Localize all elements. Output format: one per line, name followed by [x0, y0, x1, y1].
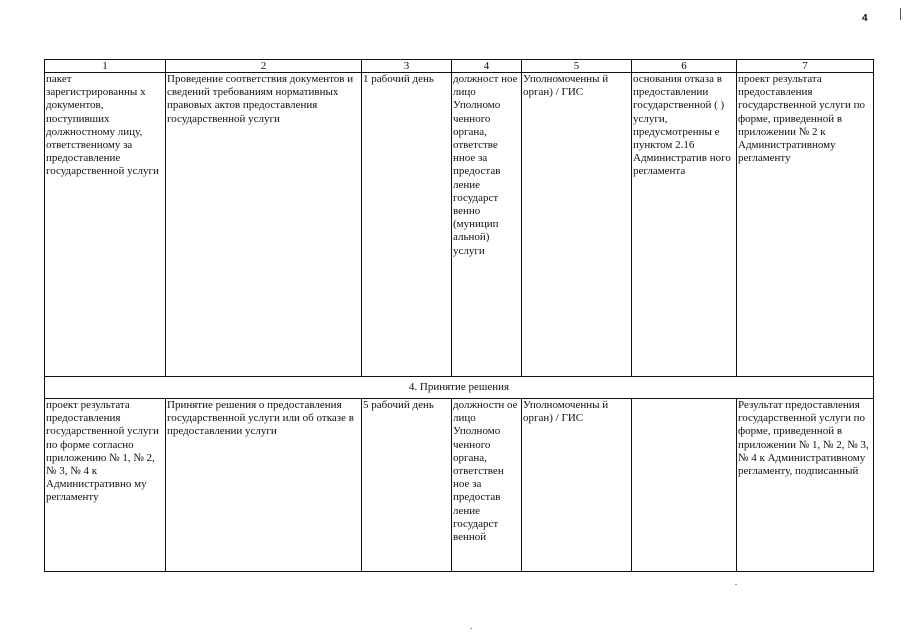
table-cell: Уполномоченны й орган) / ГИС	[522, 399, 632, 572]
scan-speck	[470, 628, 472, 629]
table-cell: 5 рабочий день	[362, 399, 452, 572]
table-cell: основания отказа в предоставлении государственной ( ) услуги, предусмотренны е пунктом 2.16 Административ ного регламента	[632, 73, 737, 377]
header-cell: 1	[45, 60, 166, 73]
page-number: 4	[862, 13, 868, 24]
header-cell: 6	[632, 60, 737, 73]
header-cell: 3	[362, 60, 452, 73]
section-title: 4. Принятие решения	[45, 377, 874, 399]
table-cell: Уполномоченны й орган) / ГИС	[522, 73, 632, 377]
table-cell: проект результата предоставления государственной услуги по форме согласно приложению № 1, № 2, № 3, № 4 к Административно му регламенту	[45, 399, 166, 572]
table-row	[45, 399, 874, 572]
header-row	[45, 60, 874, 73]
procedure-table	[44, 59, 874, 572]
scan-speck	[735, 584, 737, 585]
table-cell: Принятие решения о предоставления государственной услуги или об отказе в предоставлении услуги	[166, 399, 362, 572]
table-cell: должностн ое лицо Уполномо ченного органа, ответствен ное за предостав ление государст венной	[452, 399, 522, 572]
scan-edge-mark	[900, 8, 901, 20]
table-cell: Проведение соответствия документов и сведений требованиям нормативных правовых актов предоставления государственной услуги	[166, 73, 362, 377]
table-cell: 1 рабочий день	[362, 73, 452, 377]
table-cell: Результат предоставления государственной услуги по форме, приведенной в приложении № 1, № 2, № 3, № 4 к Административному регламенту, подписанный	[737, 399, 874, 572]
table-cell: пакет зарегистрированны х документов, поступивших должностному лицу, ответственному за предоставление государственной услуги	[45, 73, 166, 377]
table-row	[45, 73, 874, 377]
table-cell	[632, 399, 737, 572]
table-cell: проект результата предоставления государственной услуги по форме, приведенной в приложении № 2 к Административному регламенту	[737, 73, 874, 377]
header-cell: 7	[737, 60, 874, 73]
header-cell: 5	[522, 60, 632, 73]
header-cell: 4	[452, 60, 522, 73]
table-cell: должност ное лицо Уполномо ченного органа, ответстве нное за предостав ление государст венно (муницип альной) услуги	[452, 73, 522, 377]
header-cell: 2	[166, 60, 362, 73]
section-row	[45, 377, 874, 399]
